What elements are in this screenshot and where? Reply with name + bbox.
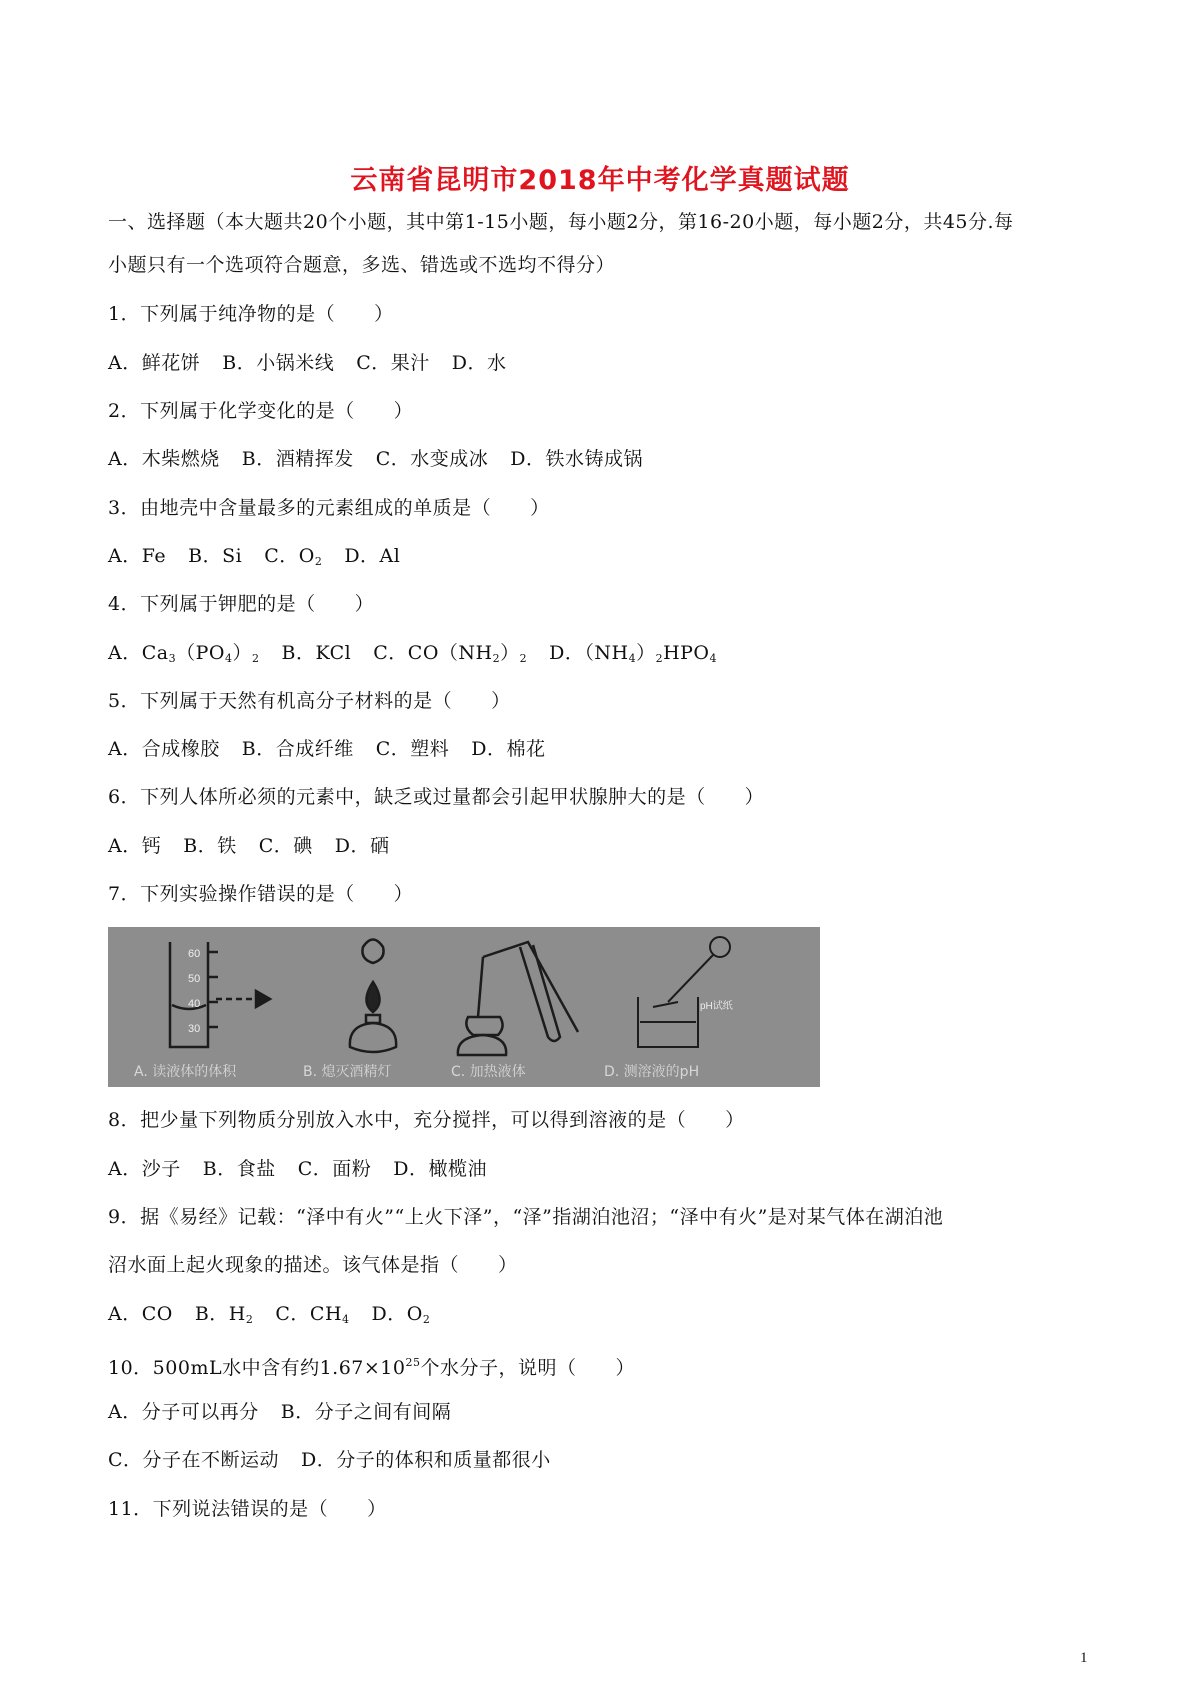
option-c (373, 641, 527, 671)
formula-part: C．CO（NH (373, 642, 493, 664)
alcohol-lamp-illustration (350, 940, 396, 1053)
question-6-stem: 6．下列人体所必须的元素中，缺乏或过量都会引起甲状腺肿大的是（ ） (108, 786, 765, 808)
subscript: 2 (314, 555, 323, 568)
option-b: B．酒精挥发 (241, 448, 354, 470)
caption-a: A. 读液体的体积 (134, 1064, 237, 1080)
question-5-stem: 5．下列属于天然有机高分子材料的是（ ） (108, 690, 511, 712)
question-10-stem (108, 1351, 635, 1380)
option-d: D．水 (451, 352, 507, 374)
page-number: 1 (1080, 1650, 1088, 1666)
subscript: 3 (168, 652, 177, 665)
option-a: A．CO (108, 1303, 173, 1325)
formula-part: C．CH (275, 1303, 343, 1325)
option-c: C．分子在不断运动 (108, 1449, 280, 1471)
page-title: 云南省昆明市2018年中考化学真题试题 (350, 165, 850, 196)
ph-test-illustration (638, 937, 730, 1047)
option-d: D．分子的体积和质量都很小 (301, 1449, 551, 1471)
stem-text: 个水分子，说明（ ） (420, 1357, 635, 1379)
caption-c: C. 加热液体 (451, 1064, 526, 1080)
question-7-stem: 7．下列实验操作错误的是（ ） (108, 883, 414, 905)
option-d: D．棉花 (471, 738, 546, 760)
option-c: C．碘 (258, 835, 313, 857)
formula-part: HPO (663, 642, 710, 664)
graduated-cylinder-illustration (170, 942, 270, 1047)
subscript: 4 (342, 1313, 350, 1326)
option-b: B．分子之间有间隔 (280, 1401, 452, 1423)
subscript: 4 (224, 652, 233, 665)
question-10-options-row-1 (108, 1400, 473, 1424)
formula-part: （PO (176, 642, 225, 664)
question-3-options (108, 544, 422, 574)
question-6-options (108, 834, 411, 858)
option-a: A．钙 (108, 835, 162, 857)
option-c: C．果汁 (356, 352, 430, 374)
option-d (372, 1302, 431, 1332)
option-a: A．木柴燃烧 (108, 448, 220, 470)
superscript: 25 (405, 1356, 421, 1369)
ph-paper-label: pH试纸 (700, 1001, 733, 1012)
test-tube-heating-illustration (458, 942, 578, 1055)
question-8-stem: 8．把少量下列物质分别放入水中，充分搅拌，可以得到溶液的是（ ） (108, 1109, 745, 1131)
formula-part: A．Ca (108, 642, 169, 664)
option-c: C．水变成冰 (375, 448, 489, 470)
scale-tick-60: 60 (188, 948, 201, 960)
subscript: 2 (492, 652, 501, 665)
question-2-stem: 2．下列属于化学变化的是（ ） (108, 400, 414, 422)
question-9-stem-line-1: 9．据《易经》记载：“泽中有火”“上火下泽”，“泽”指湖泊池沼；“泽中有火”是对某气体在湖泊池 (108, 1206, 944, 1228)
lab-operations-figure (108, 927, 820, 1087)
section-instructions-line-2: 小题只有一个选项符合题意，多选、错选或不选均不得分） (108, 254, 616, 276)
scale-tick-40: 40 (188, 998, 201, 1010)
option-b: B．合成纤维 (241, 738, 354, 760)
option-c-text: C．O (264, 545, 315, 567)
option-a: A．Fe (108, 545, 167, 567)
formula-part: ） (232, 642, 252, 664)
option-a: A．鲜花饼 (108, 352, 201, 374)
option-a: A．沙子 (108, 1158, 181, 1180)
option-d: D．硒 (334, 835, 390, 857)
question-11-stem: 11．下列说法错误的是（ ） (108, 1498, 387, 1520)
formula-part: ） (500, 642, 520, 664)
subscript: 2 (655, 652, 664, 665)
question-4-options (108, 641, 739, 671)
option-d (549, 641, 717, 671)
stem-text: 10．500mL水中含有约1.67×10 (108, 1357, 406, 1379)
option-a: A．合成橡胶 (108, 738, 220, 760)
question-1-stem: 1．下列属于纯净物的是（ ） (108, 303, 394, 325)
question-1-options (108, 351, 528, 375)
option-b: B．食盐 (202, 1158, 276, 1180)
question-3-stem: 3．由地壳中含量最多的元素组成的单质是（ ） (108, 497, 550, 519)
option-b: B．小锅米线 (222, 352, 335, 374)
subscript: 2 (422, 1313, 431, 1326)
caption-d: D. 测溶液的pH (604, 1064, 700, 1080)
caption-b: B. 熄灭酒精灯 (303, 1064, 392, 1080)
option-d: D．Al (344, 545, 401, 567)
option-b: B．KCl (281, 642, 352, 664)
option-c (275, 1302, 349, 1332)
question-9-stem-line-2: 沼水面上起火现象的描述。该气体是指（ ） (108, 1254, 518, 1276)
question-10-options-row-2 (108, 1448, 573, 1472)
option-a: A．分子可以再分 (108, 1401, 259, 1423)
option-c: C．面粉 (297, 1158, 372, 1180)
scale-tick-30: 30 (188, 1023, 201, 1035)
scale-tick-50: 50 (188, 973, 201, 985)
question-8-options (108, 1157, 509, 1181)
question-9-options (108, 1302, 452, 1332)
subscript: 2 (519, 652, 528, 665)
question-5-options (108, 737, 567, 761)
subscript: 2 (251, 652, 260, 665)
option-c (264, 544, 322, 574)
option-d: D．铁水铸成锅 (510, 448, 643, 470)
formula-part: D．O (371, 1303, 423, 1325)
option-b: B．铁 (183, 835, 237, 857)
formula-part: B．H (194, 1303, 246, 1325)
option-a (108, 641, 259, 671)
formula-part: ） (636, 642, 656, 664)
option-b: B．Si (188, 545, 243, 567)
section-instructions-line-1: 一、选择题（本大题共20个小题，其中第1-15小题，每小题2分，第16-20小题，每小题2分，共45分.每 (108, 211, 1014, 233)
option-d: D．橄榄油 (393, 1158, 487, 1180)
option-c: C．塑料 (375, 738, 450, 760)
subscript: 2 (245, 1313, 254, 1326)
formula-part: D．（NH (549, 642, 629, 664)
question-4-stem: 4．下列属于钾肥的是（ ） (108, 593, 375, 615)
subscript: 4 (628, 652, 637, 665)
question-2-options (108, 447, 665, 471)
subscript: 4 (709, 652, 718, 665)
option-b (195, 1302, 254, 1332)
